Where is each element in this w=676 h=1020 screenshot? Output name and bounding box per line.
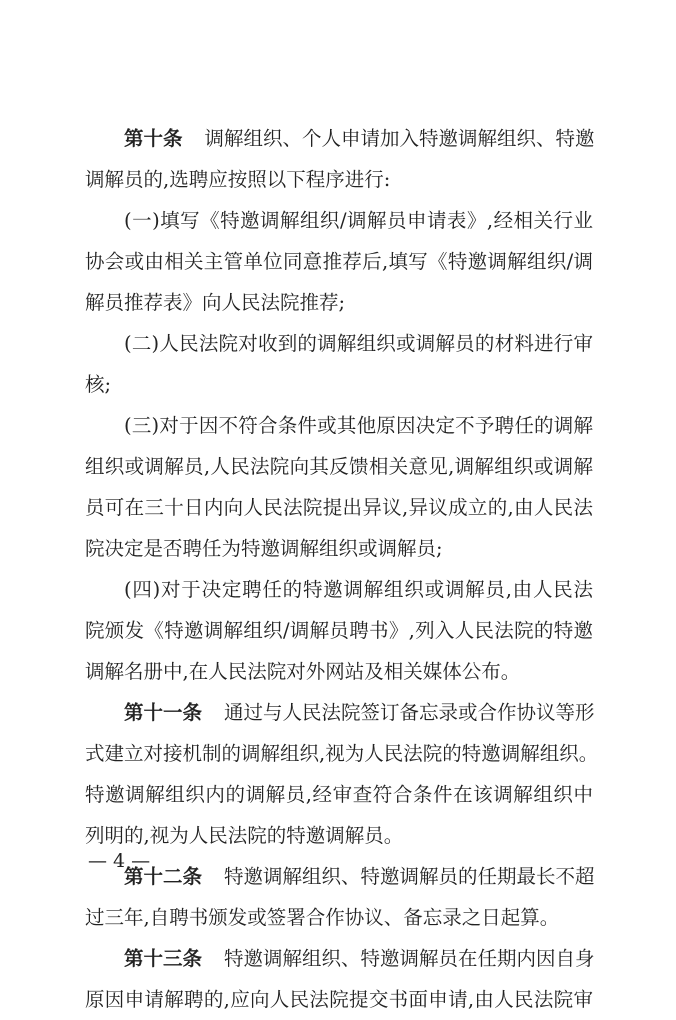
text-line xyxy=(85,405,593,446)
text-line xyxy=(85,200,593,241)
article-heading: 第十一条 xyxy=(124,701,203,724)
line-text: 特邀调解组织内的调解员,经审查符合条件在该调解组织中 xyxy=(85,783,593,806)
page-number: — 4 — xyxy=(88,850,151,872)
text-line xyxy=(85,528,593,569)
article-heading: 第十三条 xyxy=(124,947,203,970)
text-line xyxy=(85,651,593,692)
text-line xyxy=(85,282,593,323)
line-text: 核; xyxy=(85,373,112,396)
text-line xyxy=(85,118,593,159)
text-line xyxy=(85,815,593,856)
line-text: (四)对于决定聘任的特邀调解组织或调解员,由人民法 xyxy=(124,578,593,601)
line-text: (二)人民法院对收到的调解组织或调解员的材料进行审 xyxy=(124,332,593,355)
text-line xyxy=(85,241,593,282)
article-heading: 第十条 xyxy=(124,127,183,150)
line-text: 院决定是否聘任为特邀调解组织或调解员; xyxy=(85,537,443,560)
text-line xyxy=(85,159,593,200)
line-text: 协会或由相关主管单位同意推荐后,填写《特邀调解组织/调 xyxy=(85,250,593,273)
line-text: 解员推荐表》向人民法院推荐; xyxy=(85,291,346,314)
article-heading: 第十二条 xyxy=(124,865,203,888)
text-line xyxy=(85,897,593,938)
line-text: 原因申请解聘的,应向人民法院提交书面申请,由人民法院审 xyxy=(85,988,593,1011)
document-body xyxy=(85,118,599,1020)
text-line xyxy=(85,856,593,897)
line-text: 组织或调解员,人民法院向其反馈相关意见,调解组织或调解 xyxy=(85,455,593,478)
line-text: 通过与人民法院签订备忘录或合作协议等形 xyxy=(224,701,595,724)
line-text: 式建立对接机制的调解组织,视为人民法院的特邀调解组织。 xyxy=(85,742,599,765)
line-text: (三)对于因不符合条件或其他原因决定不予聘任的调解 xyxy=(124,414,593,437)
line-text: 院颁发《特邀调解组织/调解员聘书》,列入人民法院的特邀 xyxy=(85,619,593,642)
line-text: 调解名册中,在人民法院对外网站及相关媒体公布。 xyxy=(85,660,521,683)
line-text: 特邀调解组织、特邀调解员的任期最长不超 xyxy=(224,865,595,888)
text-line xyxy=(85,569,593,610)
line-text: 调解员的,选聘应按照以下程序进行: xyxy=(85,168,391,191)
line-text: 员可在三十日内向人民法院提出异议,异议成立的,由人民法 xyxy=(85,496,593,519)
text-line xyxy=(85,692,593,733)
line-text: 过三年,自聘书颁发或签署合作协议、备忘录之日起算。 xyxy=(85,906,560,929)
text-line xyxy=(85,323,593,364)
text-line xyxy=(85,446,593,487)
line-text: 列明的,视为人民法院的特邀调解员。 xyxy=(85,824,404,847)
line-text: (一)填写《特邀调解组织/调解员申请表》,经相关行业 xyxy=(124,209,593,232)
line-text: 特邀调解组织、特邀调解员在任期内因自身 xyxy=(224,947,595,970)
line-text: 调解组织、个人申请加入特邀调解组织、特邀 xyxy=(204,127,595,150)
text-line xyxy=(85,938,593,979)
text-line xyxy=(85,979,593,1020)
text-line xyxy=(85,487,593,528)
text-line xyxy=(85,774,593,815)
text-line xyxy=(85,364,593,405)
text-line xyxy=(85,733,599,774)
text-line xyxy=(85,610,593,651)
